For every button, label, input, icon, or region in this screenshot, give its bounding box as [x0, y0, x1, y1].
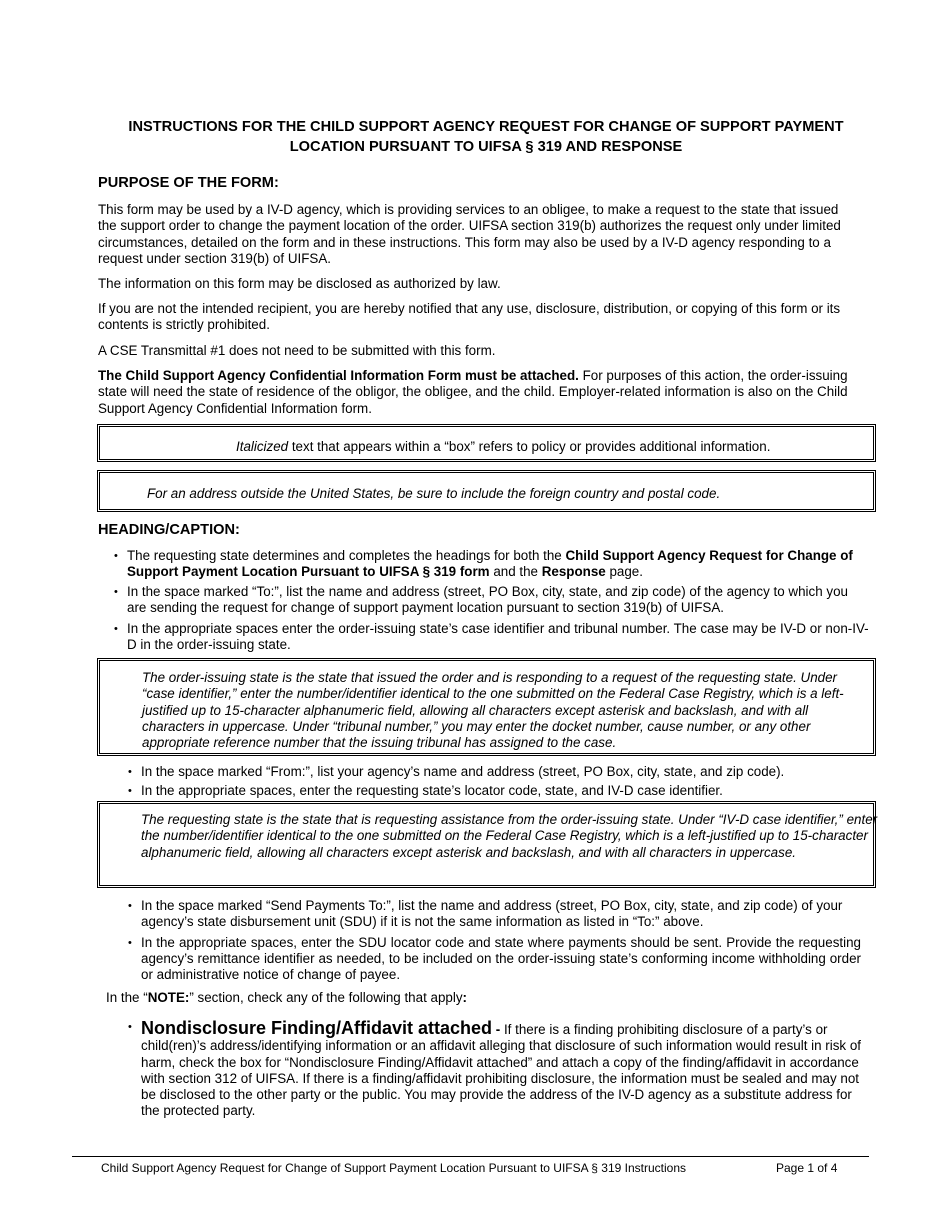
italic-note-text — [236, 439, 770, 455]
foreign-address-note: For an address outside the United States, be sure to include the foreign country and postal code. — [147, 486, 721, 501]
list-item: • In the space marked “To:”, list the name and address (street, PO Box, city, state, and zip code) of the agency to which you are sending the request for change of support payment location pursuant to section 319(b) of UIFSA. — [127, 584, 869, 617]
purpose-paragraph-2: The information on this form may be disclosed as authorized by law. — [98, 276, 501, 291]
policy-box-order-issuing-state — [97, 658, 876, 756]
nondisclosure-title: Nondisclosure Finding/Affidavit attached — [141, 1018, 493, 1038]
italic-note-rest: text that appears within a “box” refers to policy or provides additional information. — [288, 439, 771, 454]
send-payments-list — [141, 898, 861, 983]
confidential-form-notice: The Child Support Agency Confidential Information Form must be attached. — [98, 368, 579, 383]
nondisclosure-text: If there is a finding prohibiting disclosure of a party’s or child(ren)’s address/identifying information or an affidavit alleging that disclosure of such information would result in risk of harm, check the box for “Nondisclosure Finding/Affidavit attached” and attach a copy of the finding/affidavit in accordance with section 312 of UIFSA. If there is a finding/affidavit prohibiting disclosure, the information must be sealed and may not be disclosed to the other party or the public. You may provide the address of the IV-D agency as a substitute address for the protected party. — [141, 1022, 861, 1119]
from-list — [141, 764, 861, 800]
footer-title: Child Support Agency Request for Change of Support Payment Location Pursuant to UIFSA § 319 Instructions — [101, 1161, 687, 1175]
list-item: • In the space marked “From:”, list your agency’s name and address (street, PO Box, city, state, and zip code). — [141, 764, 861, 780]
footer-rule — [72, 1156, 869, 1157]
heading-caption-list — [127, 548, 869, 653]
form-name: Child Support Agency Request for Change of Support Payment Location Pursuant to UIFSA § 319 form — [127, 548, 853, 580]
note-label: NOTE: — [147, 990, 190, 1005]
list-item: • The requesting state determines and completes the headings for both the Child Support Agency Request for Change of Support Payment Location Pursuant to UIFSA § 319 form and the Response page. — [127, 548, 869, 566]
requesting-state-note: The requesting state is the state that is requesting assistance from the order-issuing state. Under “IV-D case identifier,” enter the number/identifier identical to the one submitted on the Federal Case Registry, which is a left-justified up to 15-character alphanumeric field, allowing all characters except asterisk and backslash, and with all characters in uppercase. — [141, 812, 878, 860]
purpose-paragraph-4: A CSE Transmittal #1 does not need to be submitted with this form. — [98, 343, 496, 358]
purpose-heading: PURPOSE OF THE FORM: — [98, 175, 279, 191]
order-issuing-state-note: The order-issuing state is the state that issued the order and is responding to a request of the requesting state. Under “case identifier,” enter the number/identifier identical to the one submitted on the Federal Case Registry, which is a left-justified up to 15-character alphanumeric field, allowing all characters except asterisk and backslash, and with all characters in uppercase. Under “tribunal number,” you may enter the docket number, cause number, or any other appropriate reference number that the issuing tribunal has assigned to the case. — [142, 670, 844, 751]
title-line-2: LOCATION PURSUANT TO UIFSA § 319 AND RESPONSE — [289, 139, 683, 155]
purpose-paragraph-1: This form may be used by a IV-D agency, which is providing services to an obligee, to make a request to the state that issued the support order to change the payment location of the order. UIFSA section 319(b) authorizes the request only under limited circumstances, detailed on the form and in these instructions. This form may also be used by a IV-D agency responding to a request under section 319(b) of UIFSA. — [98, 202, 841, 266]
response-page-name: Response — [541, 564, 606, 580]
note-instruction: In the “NOTE:” section, check any of the following that apply: — [106, 990, 467, 1005]
policy-box-italic-note — [97, 424, 876, 462]
confidential-form-details: For purposes of this action, the order-issuing state will need the state of residence of the obligor, the obligee, and the child. Employer-related information is also on the Child Support Agency Confidential Information form. — [98, 368, 848, 416]
note-options-list — [141, 1019, 863, 1120]
heading-caption-heading: HEADING/CAPTION: — [98, 522, 240, 538]
list-item: • Nondisclosure Finding/Affidavit attached - If there is a finding prohibiting disclosure of a party’s or child(ren)’s address/identifying information or an affidavit alleging that disclosure of such information would result in risk of harm, check the box for “Nondisclosure Finding/Affidavit attached” and attach a copy of the finding/affidavit in accordance with section 312 of UIFSA. If there is a finding/affidavit prohibiting disclosure, the information must be sealed and may not be disclosed to the other party or the public. You may provide the address of the IV-D agency as a substitute address for the protected party. — [141, 1019, 863, 1120]
list-item: • In the appropriate spaces, enter the requesting state’s locator code, state, and IV-D case identifier. — [141, 783, 861, 799]
italicized-word: Italicized — [236, 439, 289, 454]
policy-box-foreign-address — [97, 470, 876, 512]
list-item: • In the appropriate spaces, enter the SDU locator code and state where payments should be sent. Provide the requesting agency’s remittance identifier as needed, to be included on the order-issuing state’s conforming income withholding order or administrative notice of change of payee. — [141, 935, 861, 984]
title-line-1: INSTRUCTIONS FOR THE CHILD SUPPORT AGENCY REQUEST FOR CHANGE OF SUPPORT PAYMENT — [128, 119, 844, 135]
list-item: • In the space marked “Send Payments To:”, list the name and address (street, PO Box, city, state, and zip code) of your agency’s state disbursement unit (SDU) if it is not the same information as listed in “To:” above. — [141, 898, 861, 931]
page-number: Page 1 of 4 — [776, 1161, 838, 1175]
policy-box-requesting-state — [97, 801, 876, 888]
page-title — [98, 117, 874, 157]
purpose-paragraph-3: If you are not the intended recipient, you are hereby notified that any use, disclosure, distribution, or copying of this form or its contents is strictly prohibited. — [98, 301, 841, 333]
purpose-paragraph-5 — [98, 368, 850, 417]
list-item: • In the appropriate spaces enter the order-issuing state’s case identifier and tribunal number. The case may be IV-D or non-IV-D in the order-issuing state. — [127, 621, 869, 654]
